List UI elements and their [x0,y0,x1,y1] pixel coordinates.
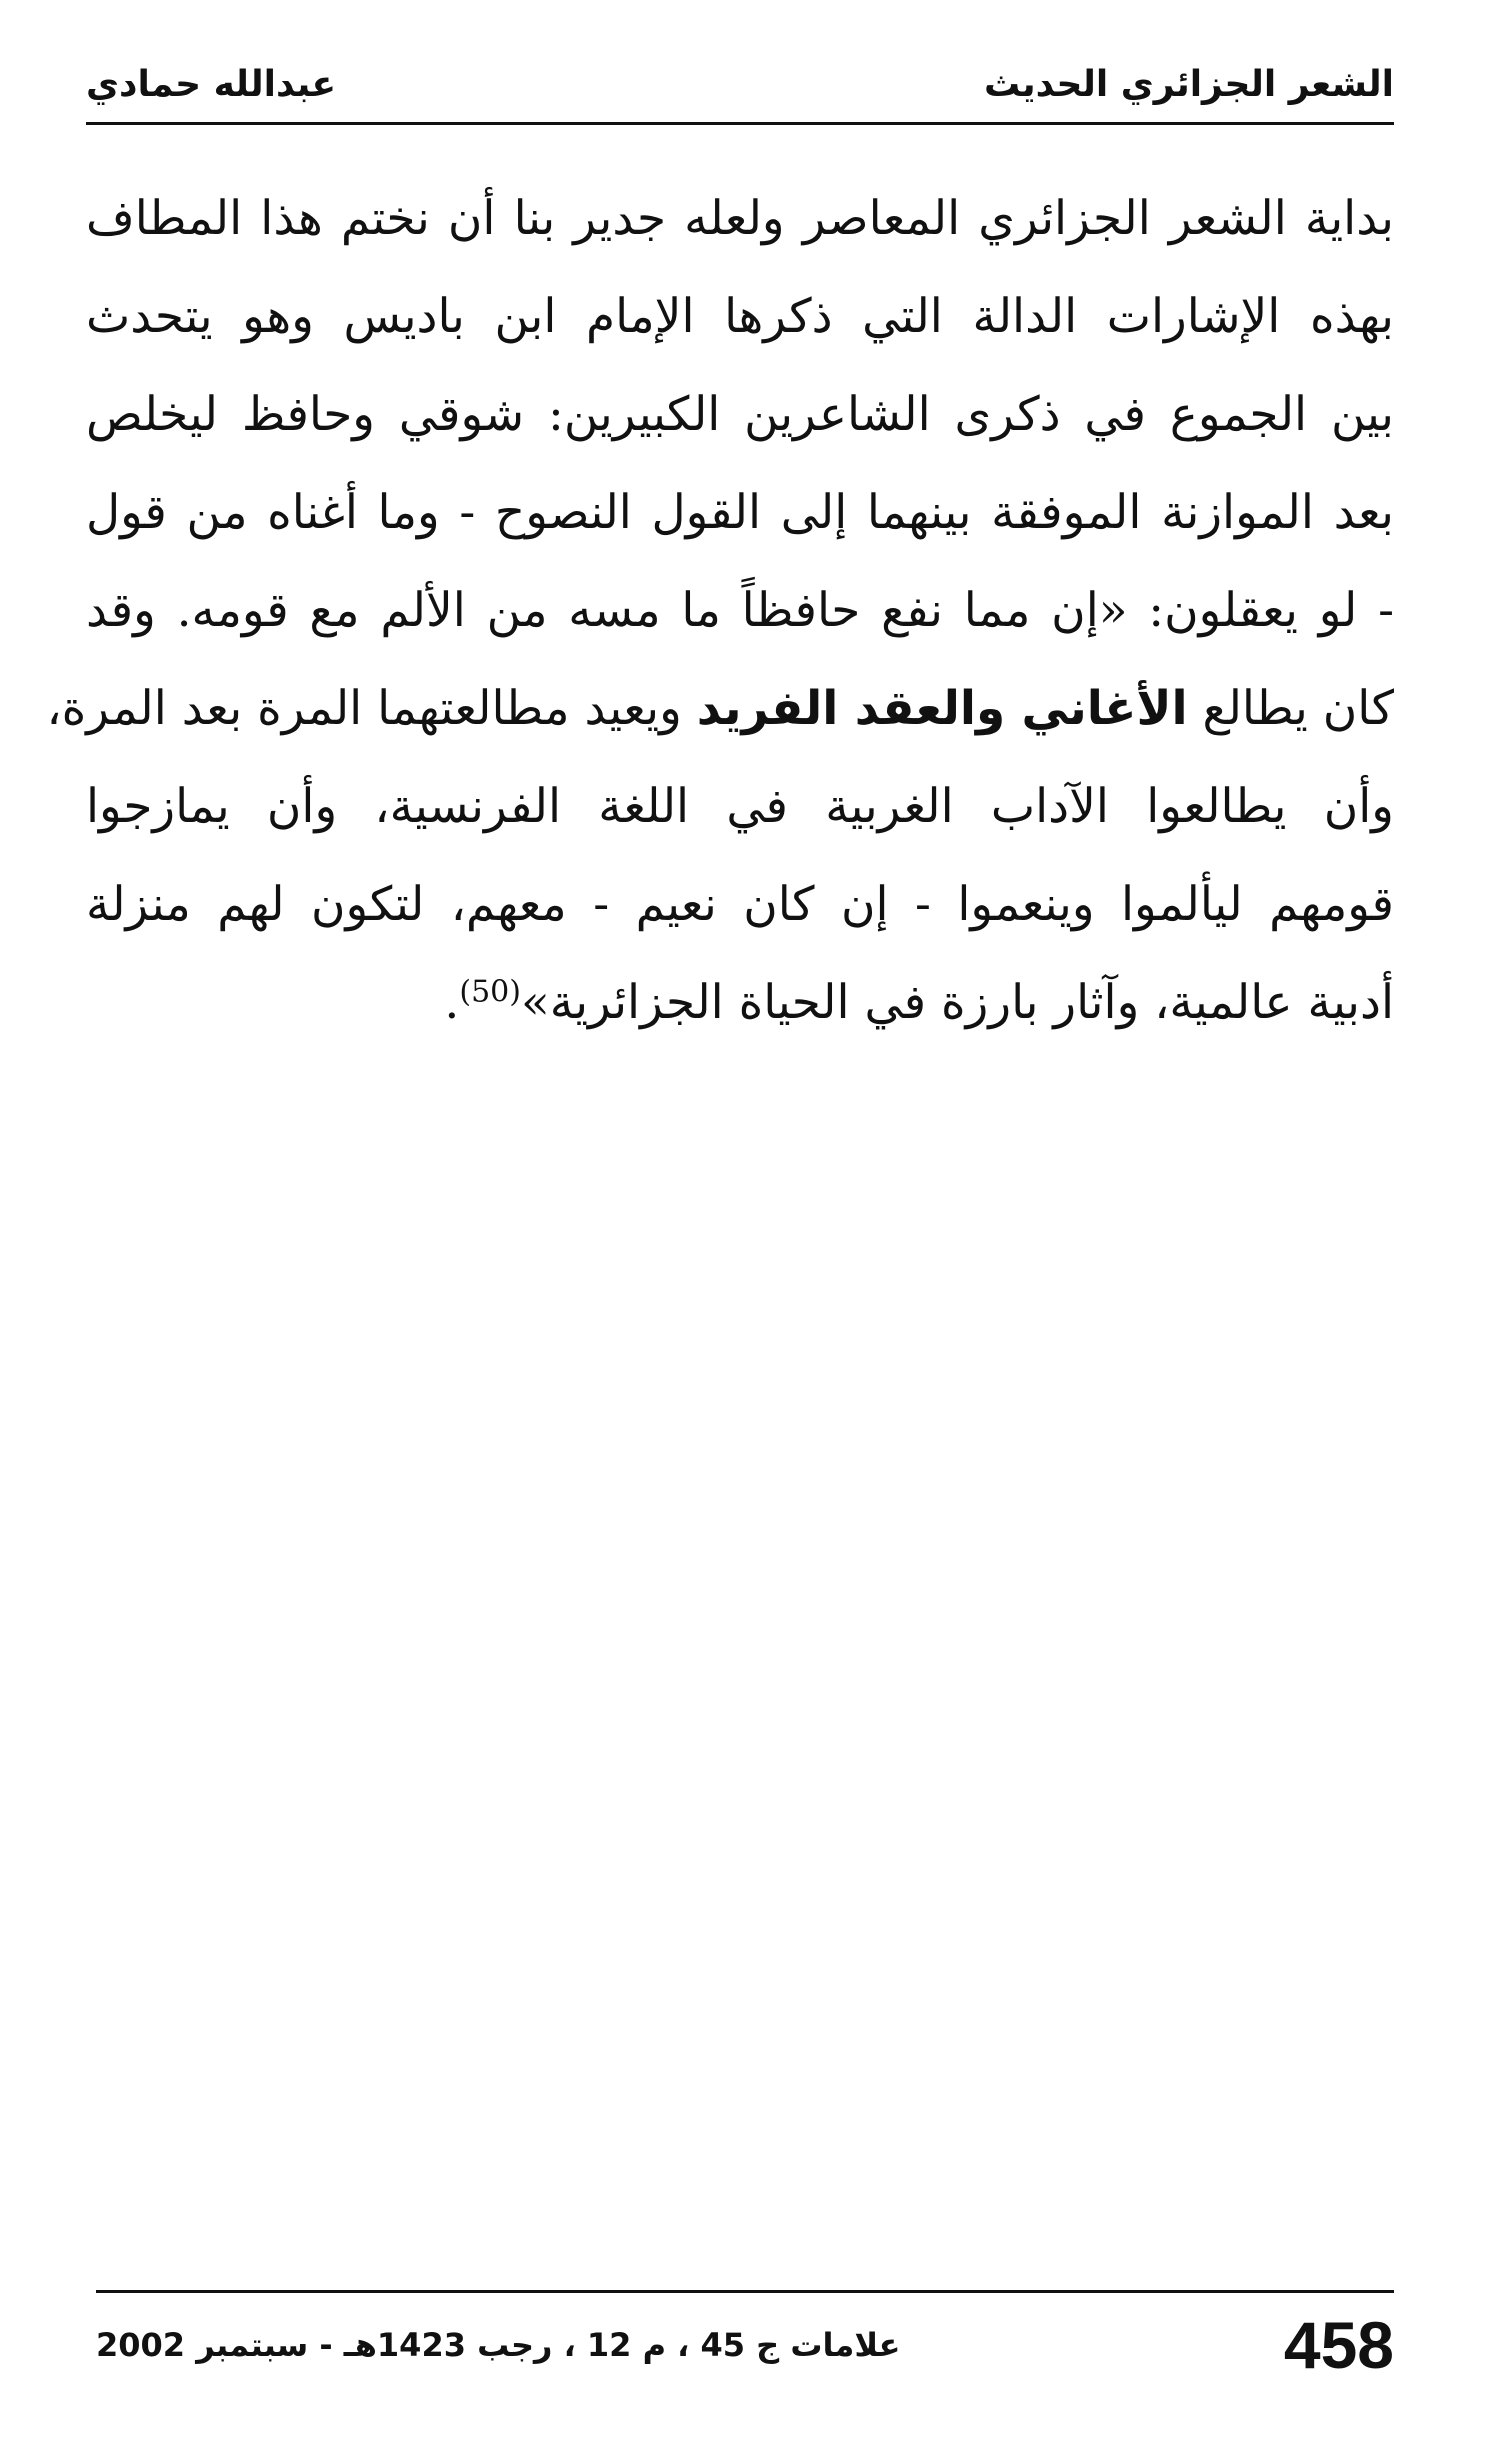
text-line [46,660,1394,758]
header-rule [86,122,1394,125]
text-line: بين الجموع في ذكرى الشاعرين الكبيرين: شوقي وحافظ ليخلص [86,387,1394,442]
page-footer [96,2300,1394,2390]
text-line: بعد الموازنة الموفقة بينهما إلى القول النصوح - وما أغناه من قول [86,485,1394,540]
text-fragment: ويعيد مطالعتهما المرة بعد المرة، [46,681,697,736]
text-fragment: أدبية عالمية، وآثار بارزة في الحياة الجزائرية» [520,975,1394,1030]
bold-book-titles: الأغاني والعقد الفريد [696,681,1188,736]
text-line [86,954,1394,1052]
text-line: وأن يطالعوا الآداب الغربية في اللغة الفرنسية، وأن يمازجوا [86,779,1394,834]
text-line: - لو يعقلون: «إن مما نفع حافظاً ما مسه من الألم مع قومه. وقد [86,583,1394,638]
body-paragraph [46,170,1394,1052]
sentence-end: . [444,975,460,1030]
running-head-title: الشعر الجزائري الحديث [984,64,1394,105]
running-header [86,52,1394,118]
page-number: 458 [1283,2308,1394,2382]
text-line: بداية الشعر الجزائري المعاصر ولعله جدير بنا أن نختم هذا المطاف [86,191,1394,246]
footnote-reference: (50) [459,974,521,1010]
text-line: قومهم ليألموا وينعموا - إن كان نعيم - معهم، لتكون لهم منزلة [86,877,1394,932]
journal-citation: علامات ج 45 ، م 12 ، رجب 1423هـ - سبتمبر 2002 [96,2326,901,2364]
text-line: بهذه الإشارات الدالة التي ذكرها الإمام ابن باديس وهو يتحدث [86,289,1394,344]
footer-rule [96,2290,1394,2293]
text-fragment: كان يطالع [1187,681,1394,736]
running-head-author: عبدالله حمادي [86,64,337,105]
